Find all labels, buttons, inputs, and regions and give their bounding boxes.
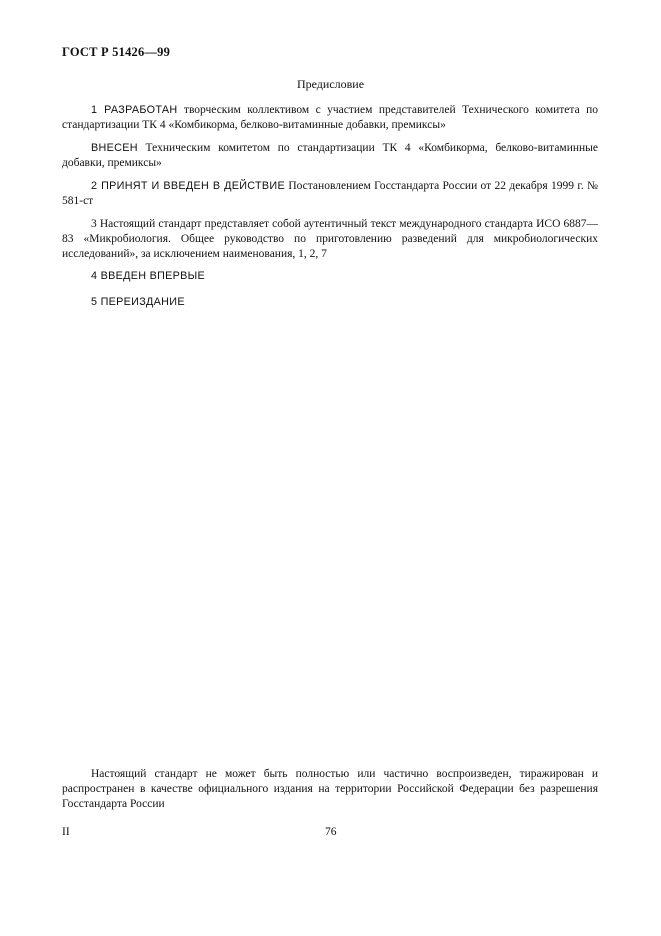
paragraph-lead: 5 ПЕРЕИЗДАНИЕ (91, 296, 185, 308)
paragraph-adopted (62, 179, 598, 209)
paragraph-reissue (62, 295, 598, 310)
footer-roman-page: II (62, 826, 70, 838)
paragraph-text: 3 Настоящий стандарт представляет собой аутентичный текст международного стандарта ИСО 6887—83 «Микробиология. Общее руководство по приготовлению разведений для микробиологических исследований», за исключением наименования, 1, 2, 7 (62, 218, 598, 260)
paragraph-authentic-text (62, 217, 598, 262)
paragraph-lead: 1 РАЗРАБОТАН (91, 104, 178, 116)
paragraph-text: творческим коллективом с участием представителей Технического комитета по стандартизации ТК 4 «Комбикорма, белково-витаминные добавки, премиксы» (62, 104, 598, 131)
paragraph-lead: ВНЕСЕН (91, 142, 138, 154)
section-title: Предисловие (296, 77, 365, 91)
paragraph-submitted (62, 141, 598, 171)
header-doc-code: ГОСТ Р 51426—99 (62, 45, 171, 59)
paragraph-text: Техническим комитетом по стандартизации ТК 4 «Комбикорма, белково-витаминные добавки, премиксы» (62, 142, 598, 169)
paragraph-text: Постановлением Госстандарта России от 22 декабря 1999 г. № 581-ст (62, 180, 598, 207)
copyright-notice: Настоящий стандарт не может быть полностью или частично воспроизведен, тиражирован и распространен в качестве официального издания на территории Российской Федерации без разрешения Госстандарта России (62, 768, 598, 810)
footer-page-number: 76 (325, 826, 337, 838)
paragraph-lead: 2 ПРИНЯТ И ВВЕДЕН В ДЕЙСТВИЕ (91, 180, 285, 192)
paragraph-developed (62, 103, 598, 133)
paragraph-lead: 4 ВВЕДЕН ВПЕРВЫЕ (91, 270, 206, 282)
paragraph-first-introduced (62, 269, 598, 284)
